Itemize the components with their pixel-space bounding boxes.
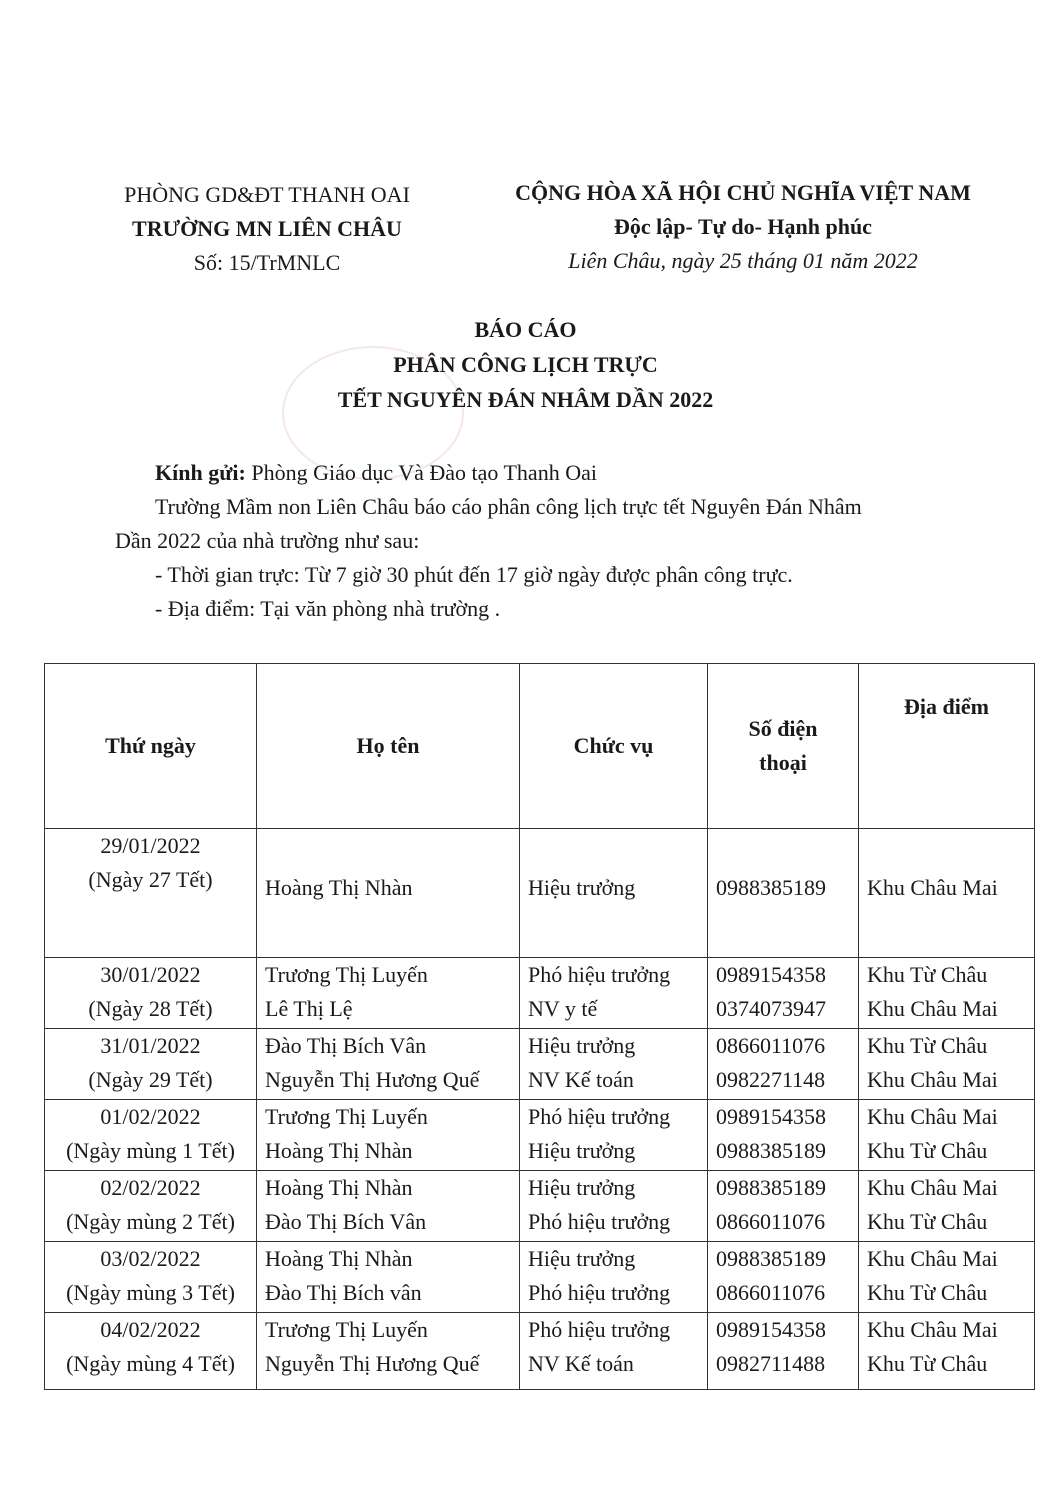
name-cell <box>257 1100 520 1171</box>
position-cell <box>520 1313 708 1390</box>
name-cell <box>257 1242 520 1313</box>
recipient-line <box>115 456 975 490</box>
date: 03/02/2022 <box>100 1246 201 1271</box>
staff-phone: 0989154358 <box>716 962 826 987</box>
recipient-value: Phòng Giáo dục Và Đào tạo Thanh Oai <box>245 460 597 485</box>
staff-name: Lê Thị Lệ <box>265 996 353 1021</box>
duty-location: Khu Từ Châu <box>867 962 988 987</box>
staff-phone: 0866011076 <box>716 1280 826 1305</box>
table-row <box>45 1313 1035 1390</box>
duty-schedule-table <box>44 663 1035 1390</box>
duty-location: Khu Từ Châu <box>867 1138 988 1163</box>
lunar-day: (Ngày mùng 4 Tết) <box>66 1351 235 1376</box>
lunar-day: (Ngày mùng 3 Tết) <box>66 1280 235 1305</box>
school-name: TRƯỜNG MN LIÊN CHÂU <box>132 216 402 241</box>
country-name: CỘNG HÒA XÃ HỘI CHỦ NGHĨA VIỆT NAM <box>515 180 971 205</box>
name-cell <box>257 829 520 958</box>
staff-phone: 0989154358 <box>716 1317 826 1342</box>
department-name: PHÒNG GD&ĐT THANH OAI <box>124 182 410 207</box>
header-phone-line-2: thoại <box>759 750 807 775</box>
day-cell <box>45 829 257 958</box>
date: 31/01/2022 <box>100 1033 201 1058</box>
staff-name: Hoàng Thị Nhàn <box>265 875 413 900</box>
staff-name: Nguyễn Thị Hương Quế <box>265 1067 480 1092</box>
location-cell <box>859 1242 1035 1313</box>
staff-position: Phó hiệu trưởng <box>528 1209 671 1234</box>
staff-position: Hiệu trưởng <box>528 1033 636 1058</box>
staff-position: Hiệu trưởng <box>528 1175 636 1200</box>
lunar-day: (Ngày 27 Tết) <box>88 867 213 892</box>
day-cell <box>45 1171 257 1242</box>
table-header-row <box>45 664 1035 829</box>
document-title <box>0 312 1051 417</box>
lunar-day: (Ngày 29 Tết) <box>88 1067 213 1092</box>
lunar-day: (Ngày mùng 1 Tết) <box>66 1138 235 1163</box>
staff-phone: 0988385189 <box>716 875 826 900</box>
day-cell <box>45 1313 257 1390</box>
name-cell <box>257 1029 520 1100</box>
staff-name: Nguyễn Thị Hương Quế <box>265 1351 480 1376</box>
location-cell <box>859 1029 1035 1100</box>
header-location: Địa điểm <box>859 664 1035 829</box>
location-cell <box>859 1171 1035 1242</box>
table-row <box>45 1171 1035 1242</box>
staff-position: Phó hiệu trưởng <box>528 1317 671 1342</box>
table-row <box>45 829 1035 958</box>
recipient-label: Kính gửi: <box>155 460 246 485</box>
staff-phone: 0988385189 <box>716 1138 826 1163</box>
staff-name: Hoàng Thị Nhàn <box>265 1175 413 1200</box>
staff-position: NV Kế toán <box>528 1351 634 1376</box>
staff-position: Hiệu trưởng <box>528 875 636 900</box>
duty-location: Khu Châu Mai <box>867 1317 998 1342</box>
header-position: Chức vụ <box>520 664 708 829</box>
national-header <box>478 176 1008 278</box>
phone-cell <box>708 1242 859 1313</box>
duty-location: Khu Châu Mai <box>867 875 998 900</box>
position-cell <box>520 958 708 1029</box>
staff-name: Đào Thị Bích Vân <box>265 1033 427 1058</box>
staff-position: Phó hiệu trưởng <box>528 1280 671 1305</box>
header-day: Thứ ngày <box>45 664 257 829</box>
staff-name: Trương Thị Luyến <box>265 1317 428 1342</box>
staff-name: Trương Thị Luyến <box>265 962 428 987</box>
staff-phone: 0374073947 <box>716 996 826 1021</box>
position-cell <box>520 1171 708 1242</box>
table-row <box>45 958 1035 1029</box>
phone-cell <box>708 829 859 958</box>
header-phone <box>708 664 859 829</box>
table-row <box>45 1242 1035 1313</box>
day-cell <box>45 1029 257 1100</box>
staff-phone: 0866011076 <box>716 1033 826 1058</box>
duty-place: - Địa điểm: Tại văn phòng nhà trường . <box>155 596 501 621</box>
duty-location: Khu Châu Mai <box>867 1104 998 1129</box>
date: 30/01/2022 <box>100 962 201 987</box>
staff-position: NV y tế <box>528 996 598 1021</box>
issuer-header <box>92 178 442 280</box>
duty-location: Khu Châu Mai <box>867 996 998 1021</box>
staff-name: Đào Thị Bích Vân <box>265 1209 427 1234</box>
date: 04/02/2022 <box>100 1317 201 1342</box>
document-number: Số: 15/TrMNLC <box>193 250 341 275</box>
staff-position: NV Kế toán <box>528 1067 634 1092</box>
phone-cell <box>708 1313 859 1390</box>
header-name: Họ tên <box>257 664 520 829</box>
staff-name: Đào Thị Bích vân <box>265 1280 422 1305</box>
location-cell <box>859 1313 1035 1390</box>
staff-phone: 0988385189 <box>716 1246 826 1271</box>
staff-position: Hiệu trưởng <box>528 1246 636 1271</box>
place-date: Liên Châu, ngày 25 tháng 01 năm 2022 <box>568 248 918 273</box>
day-cell <box>45 1242 257 1313</box>
duty-location: Khu Châu Mai <box>867 1175 998 1200</box>
phone-cell <box>708 1029 859 1100</box>
staff-position: Phó hiệu trưởng <box>528 1104 671 1129</box>
date: 02/02/2022 <box>100 1175 201 1200</box>
table-row <box>45 1100 1035 1171</box>
staff-name: Hoàng Thị Nhàn <box>265 1138 413 1163</box>
staff-position: Phó hiệu trưởng <box>528 962 671 987</box>
staff-position: Hiệu trưởng <box>528 1138 636 1163</box>
staff-phone: 0982711488 <box>716 1351 826 1376</box>
national-motto: Độc lập- Tự do- Hạnh phúc <box>614 214 872 239</box>
duty-location: Khu Châu Mai <box>867 1067 998 1092</box>
position-cell <box>520 829 708 958</box>
lunar-day: (Ngày 28 Tết) <box>88 996 213 1021</box>
duty-location: Khu Từ Châu <box>867 1351 988 1376</box>
name-cell <box>257 1313 520 1390</box>
staff-phone: 0866011076 <box>716 1209 826 1234</box>
duty-location: Khu Châu Mai <box>867 1246 998 1271</box>
lunar-day: (Ngày mùng 2 Tết) <box>66 1209 235 1234</box>
title-line-3: TẾT NGUYÊN ĐÁN NHÂM DẦN 2022 <box>337 387 714 412</box>
location-cell <box>859 958 1035 1029</box>
position-cell <box>520 1100 708 1171</box>
phone-cell <box>708 958 859 1029</box>
staff-phone: 0982271148 <box>716 1067 826 1092</box>
day-cell <box>45 1100 257 1171</box>
phone-cell <box>708 1100 859 1171</box>
duty-time: - Thời gian trực: Từ 7 giờ 30 phút đến 17 giờ ngày được phân công trực. <box>155 562 793 587</box>
title-line-1: BÁO CÁO <box>474 317 577 342</box>
location-cell <box>859 829 1035 958</box>
location-cell <box>859 1100 1035 1171</box>
name-cell <box>257 958 520 1029</box>
position-cell <box>520 1242 708 1313</box>
header-phone-line-1: Số điện <box>748 716 818 741</box>
date: 01/02/2022 <box>100 1104 201 1129</box>
name-cell <box>257 1171 520 1242</box>
position-cell <box>520 1029 708 1100</box>
report-body <box>115 456 975 626</box>
title-line-2: PHÂN CÔNG LỊCH TRỰC <box>393 352 658 377</box>
duty-location: Khu Từ Châu <box>867 1033 988 1058</box>
staff-name: Hoàng Thị Nhàn <box>265 1246 413 1271</box>
duty-location: Khu Từ Châu <box>867 1209 988 1234</box>
duty-location: Khu Từ Châu <box>867 1280 988 1305</box>
intro-line-1: Trường Mầm non Liên Châu báo cáo phân công lịch trực tết Nguyên Đán Nhâm <box>155 494 862 519</box>
intro-line-2: Dần 2022 của nhà trường như sau: <box>115 528 420 553</box>
staff-phone: 0988385189 <box>716 1175 826 1200</box>
date: 29/01/2022 <box>100 833 201 858</box>
staff-phone: 0989154358 <box>716 1104 826 1129</box>
staff-name: Trương Thị Luyến <box>265 1104 428 1129</box>
phone-cell <box>708 1171 859 1242</box>
day-cell <box>45 958 257 1029</box>
table-row <box>45 1029 1035 1100</box>
